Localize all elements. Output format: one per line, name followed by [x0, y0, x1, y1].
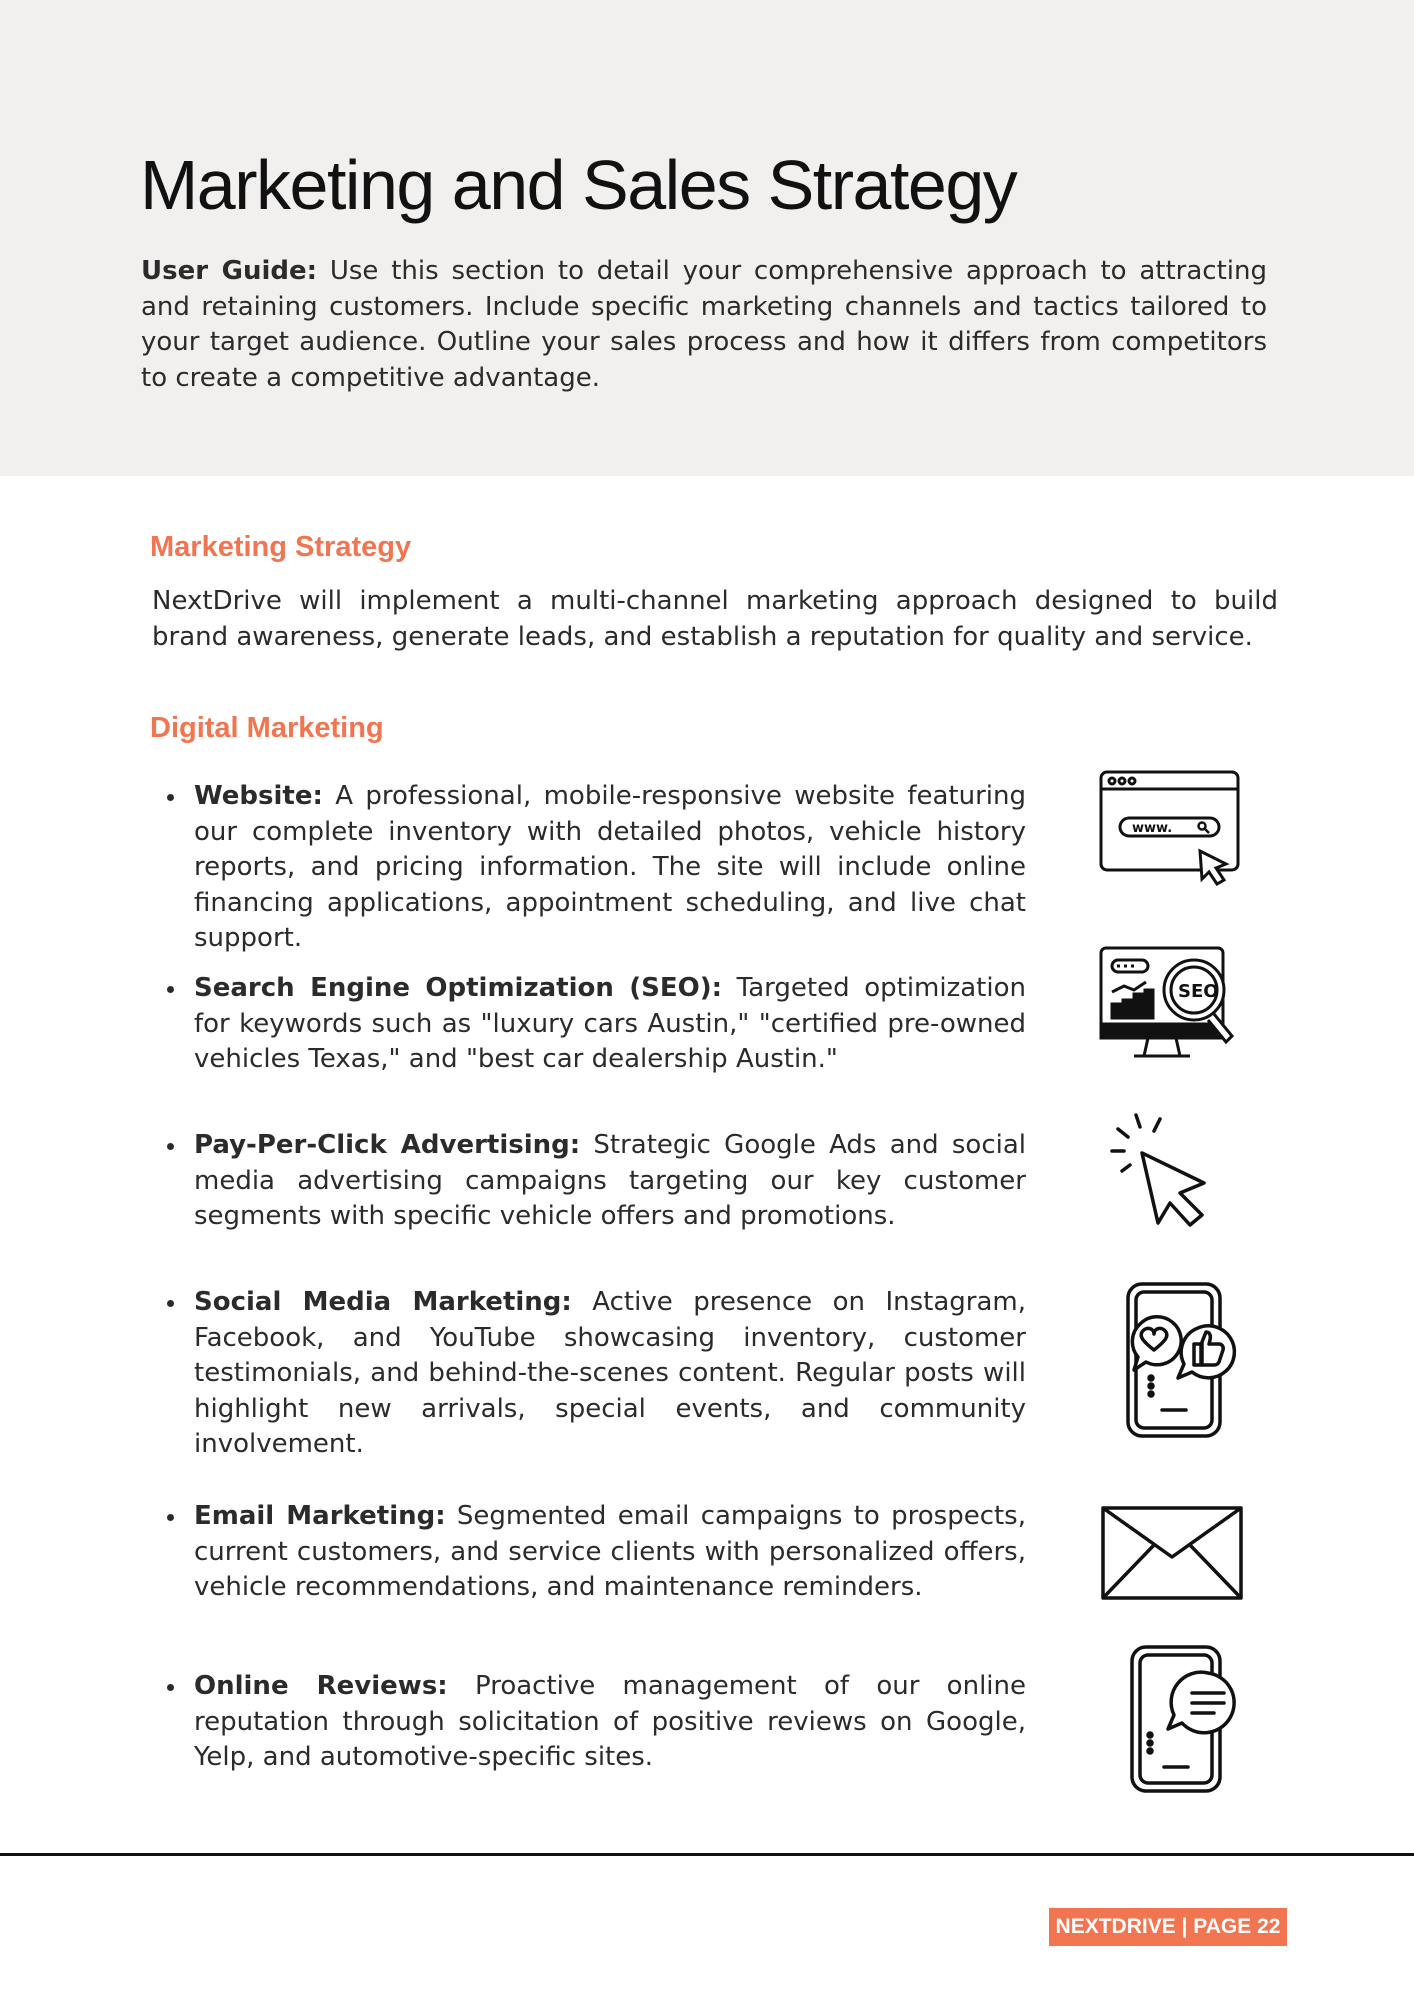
- list-item-social: [194, 1285, 1026, 1463]
- social-phone-icon: [1106, 1280, 1252, 1442]
- item-text: A professional, mobile-responsive website featuring our complete inventory with detailed photos, vehicle history reports, and pricing information. The site will include online financing applications, appointment scheduling, and live chat support.: [194, 781, 1026, 953]
- item-label: Pay-Per-Click Advertising:: [194, 1130, 581, 1160]
- item-label: Online Reviews:: [194, 1671, 448, 1701]
- envelope-icon: [1100, 1505, 1244, 1601]
- item-label: Email Marketing:: [194, 1501, 446, 1531]
- seo-monitor-icon: [1098, 944, 1240, 1064]
- marketing-strategy-body: NextDrive will implement a multi-channel marketing approach designed to build brand awareness, generate leads, and establish a reputation for quality and service.: [152, 586, 1278, 652]
- list-item-reviews: [194, 1669, 1026, 1776]
- item-text: Segmented email campaigns to prospects, current customers, and service clients with personalized offers, vehicle recommendations, and maintenance reminders.: [194, 1501, 1026, 1602]
- list-item-ppc: [194, 1128, 1026, 1235]
- item-label: Search Engine Optimization (SEO):: [194, 973, 723, 1003]
- item-text: Active presence on Instagram, Facebook, and YouTube showcasing inventory, customer testimonials, and behind-the-scenes content. Regular posts will highlight new arrivals, special events, and community involvement.: [194, 1287, 1027, 1459]
- list-item-seo: [194, 971, 1026, 1078]
- user-guide-text: Use this section to detail your comprehensive approach to attracting and retaining customers. Include specific marketing channels and tactics tailored to your target audience. Outline your sales process and how it differs from competitors to create a competitive advantage.: [141, 256, 1267, 393]
- list-item-email: [194, 1499, 1026, 1606]
- seo-icon-text: SEO: [1178, 981, 1219, 1002]
- user-guide-label: User Guide:: [141, 256, 318, 286]
- header-band: [0, 0, 1414, 476]
- click-cursor-icon: [1108, 1113, 1228, 1227]
- list-item-website: [194, 779, 1026, 957]
- website-browser-icon: [1098, 768, 1248, 894]
- item-text: Strategic Google Ads and social media advertising campaigns targeting our key customer segments with specific vehicle offers and promotions.: [194, 1130, 1026, 1231]
- footer-divider: [0, 1853, 1414, 1856]
- item-text: Targeted optimization for keywords such as "luxury cars Austin," "certified pre-owned vehicles Texas," and "best car dealership Austin.": [194, 973, 1026, 1074]
- website-icon-text: www.: [1132, 821, 1173, 836]
- digital-marketing-heading: Digital Marketing: [150, 712, 384, 744]
- user-guide: [141, 254, 1267, 396]
- marketing-strategy-heading: Marketing Strategy: [150, 531, 412, 563]
- review-phone-icon: [1128, 1643, 1248, 1795]
- page-title: Marketing and Sales Strategy: [140, 146, 1017, 224]
- item-text: Proactive management of our online reputation through solicitation of positive reviews on Google, Yelp, and automotive-specific sites.: [194, 1671, 1026, 1772]
- item-label: Social Media Marketing:: [194, 1287, 572, 1317]
- footer-page-badge: NEXTDRIVE | PAGE 22: [1049, 1908, 1287, 1946]
- item-label: Website:: [194, 781, 323, 811]
